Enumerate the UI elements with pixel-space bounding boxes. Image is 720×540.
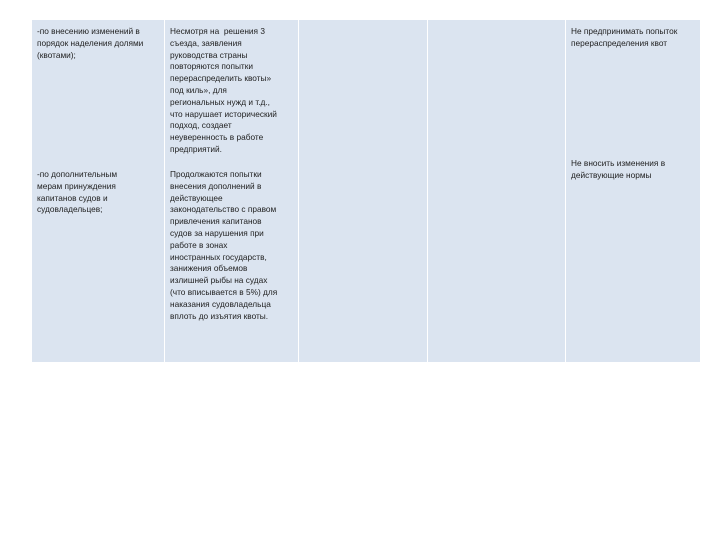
proposal-cell-2: Не вносить изменения в действующие нормы	[571, 158, 666, 180]
situation-cell-1: Несмотря на решения 3 съезда, заявления руководства страны повторяются попытки перераспределить квоты» под киль», для региональных нужд и т.д., что нарушает исторический подход, создает неуверенность в работе предприятий.	[170, 26, 277, 154]
situation-column	[165, 20, 299, 362]
proposal-column	[566, 20, 700, 362]
situation-cell-2: Продолжаются попытки внесения дополнений в действующее законодательство с правом привлечения капитанов судов за нарушения при работе в зонах иностранных государств, занижения объемов излишней рыбы на судах (что вписывается в 5%) для наказания судовладельца вплоть до изъятия квоты.	[170, 169, 278, 321]
measure-cell-1: -по внесению изменений в порядок наделения долями (квотами);	[37, 26, 144, 60]
measures-table	[32, 20, 700, 362]
proposal-cell-1: Не предпринимать попыток перераспределения квот	[571, 26, 678, 48]
measure-cell-2: -по дополнительным мерам принуждения капитанов судов и судовладельцев;	[37, 169, 118, 215]
measures-column	[32, 20, 165, 362]
empty-column-1	[299, 20, 428, 362]
empty-column-2	[428, 20, 566, 362]
